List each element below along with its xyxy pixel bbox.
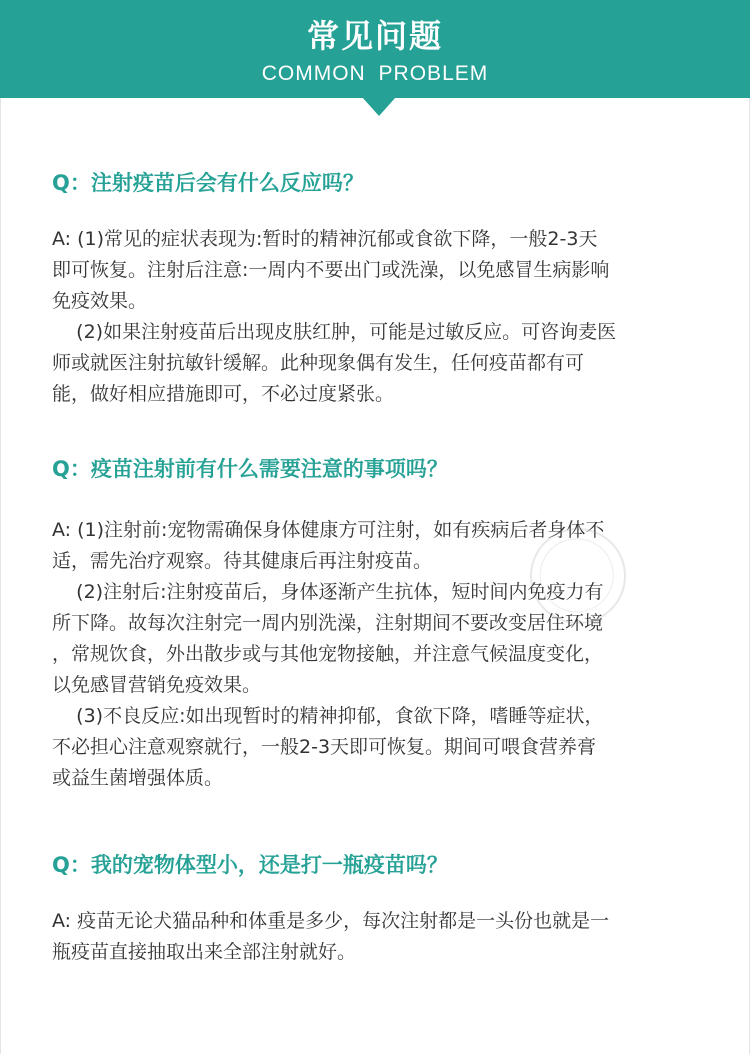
answer-line: 以免感冒营销免疫效果。 <box>52 674 262 696</box>
answer-line: 适，需先治疗观察。待其健康后再注射疫苗。 <box>52 550 433 572</box>
answer-line: 不必担心注意观察就行，一般2-3天即可恢复。期间可喂食营养膏 <box>52 736 597 758</box>
answer-line: A: 疫苗无论犬猫品种和体重是多少，每次注射都是一头份也就是一 <box>52 910 610 932</box>
answer-line: (2)如果注射疫苗后出现皮肤红肿，可能是过敏反应。可咨询麦医 <box>52 321 617 343</box>
answer-line: (2)注射后:注射疫苗后，身体逐渐产生抗体，短时间内免疫力有 <box>52 581 604 603</box>
answer-line: 免疫效果。 <box>52 290 148 312</box>
header-pointer <box>362 97 396 116</box>
page-subtitle: COMMON PROBLEM <box>261 62 489 85</box>
answer-line: 即可恢复。注射后注意:一周内不要出门或洗澡，以免感冒生病影响 <box>52 259 610 281</box>
answer-line: A: (1)常见的症状表现为:暂时的精神沉郁或食欲下降，一般2-3天 <box>52 228 598 250</box>
answer-line: 或益生菌增强体质。 <box>52 767 224 789</box>
answer-line: 能，做好相应措施即可，不必过度紧张。 <box>52 383 395 405</box>
faq-question-1: Q：注射疫苗后会有什么反应吗？ <box>52 171 364 195</box>
answer-line: ，常规饮食，外出散步或与其他宠物接触，并注意气候温度变化， <box>52 643 604 665</box>
header-banner <box>0 0 750 98</box>
faq-question-3: Q：我的宠物体型小，还是打一瓶疫苗吗？ <box>52 853 448 877</box>
answer-line: 师或就医注射抗敏针缓解。此种现象偶有发生，任何疫苗都有可 <box>52 352 585 374</box>
answer-line: (3)不良反应:如出现暂时的精神抑郁，食欲下降，嗜睡等症状， <box>52 705 604 727</box>
faq-answer-3 <box>52 906 702 968</box>
faq-answer-1 <box>52 224 702 410</box>
answer-line: A: (1)注射前:宠物需确保身体健康方可注射，如有疾病后者身体不 <box>52 519 605 541</box>
answer-line: 瓶疫苗直接抽取出来全部注射就好。 <box>52 941 357 963</box>
page-title: 常见问题 <box>306 17 443 55</box>
watermark-stamp-ring <box>530 529 623 622</box>
answer-line: 所下降。故每次注射完一周内别洗澡，注射期间不要改变居住环境 <box>52 612 604 634</box>
faq-question-2: Q：疫苗注射前有什么需要注意的事项吗？ <box>52 457 448 481</box>
left-border <box>0 98 1 1054</box>
